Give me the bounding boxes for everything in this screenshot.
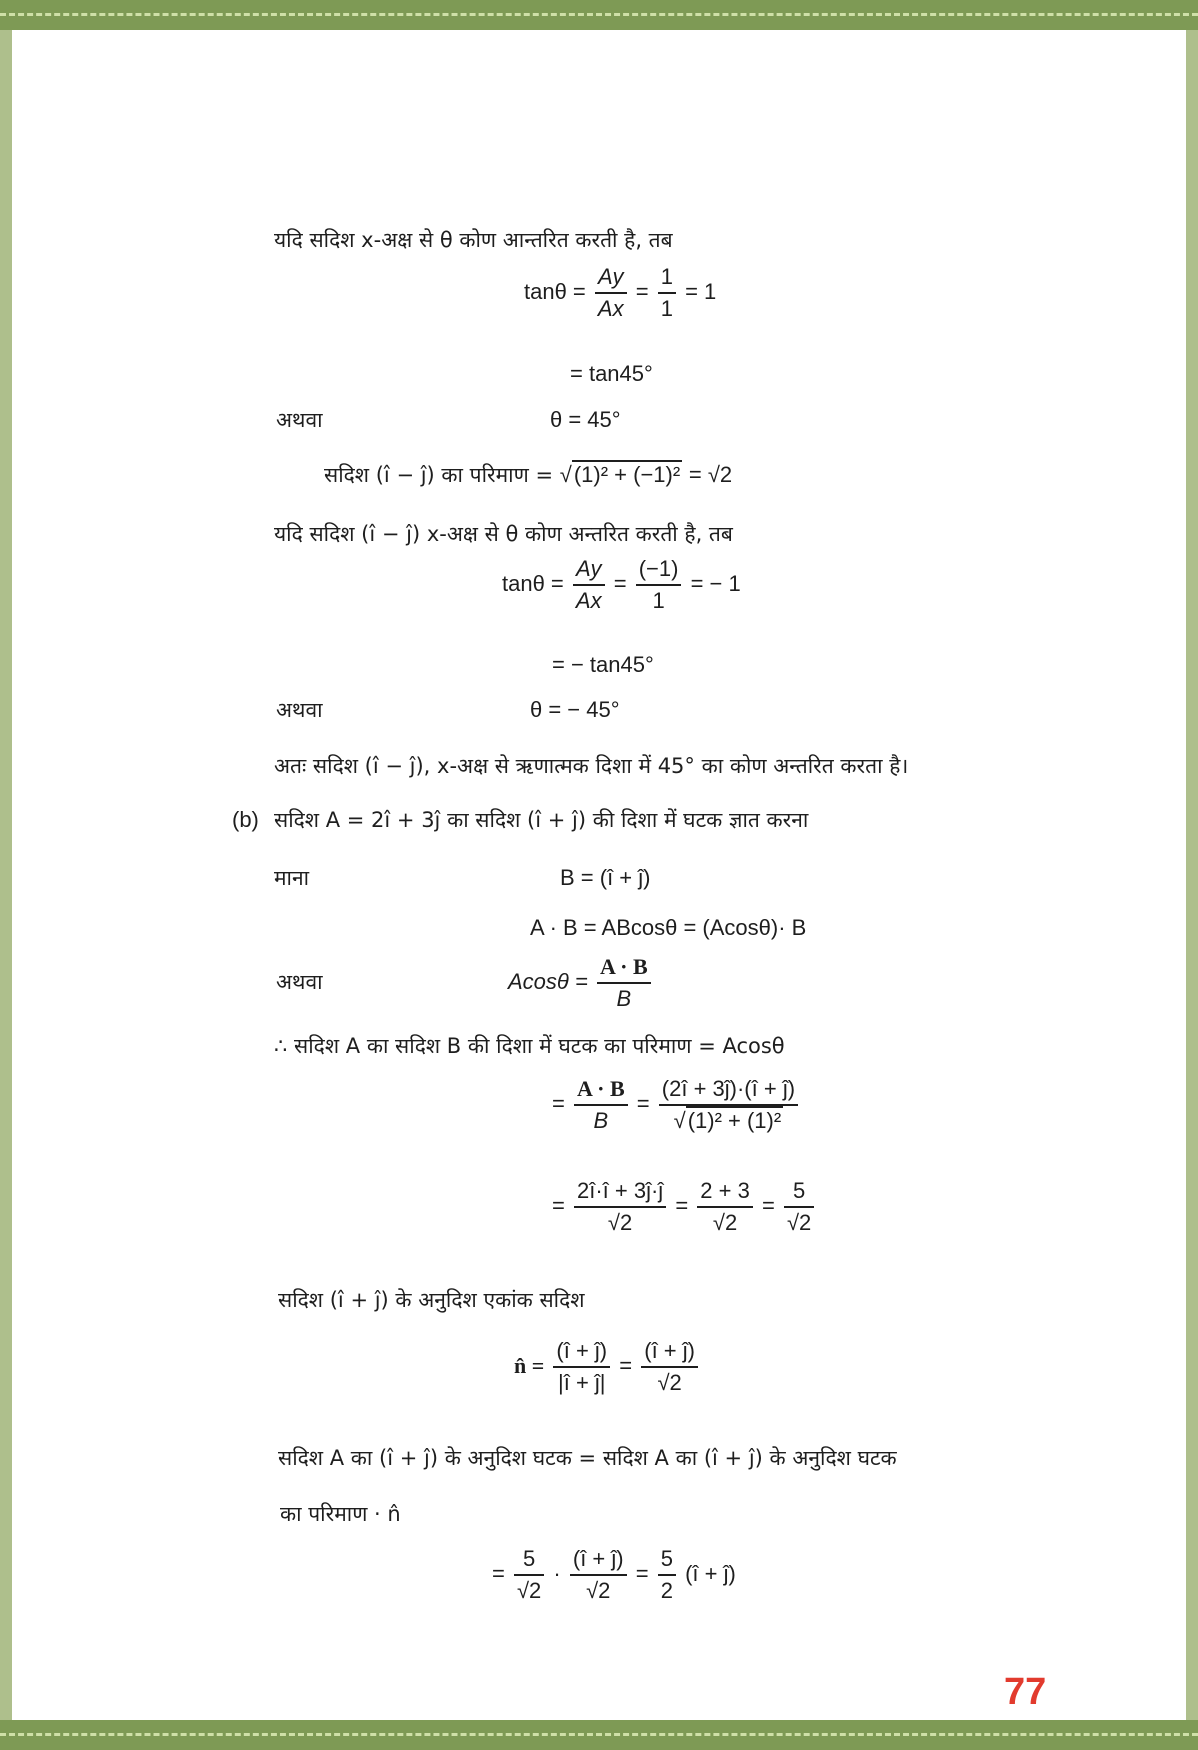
equation-component-1 xyxy=(552,1074,801,1136)
eq12-den1: |î + ĵ| xyxy=(558,1370,606,1395)
eq13-dot: · xyxy=(553,1560,561,1586)
eq1-frac-b xyxy=(658,262,676,324)
eq4-num1: Ay xyxy=(576,556,602,581)
equation-b-def: B = (î + ĵ) xyxy=(560,865,651,890)
eq11-num2: 2 + 3 xyxy=(697,1176,753,1208)
eq13-eq2: = xyxy=(635,1560,649,1586)
page-number: 77 xyxy=(1004,1671,1047,1713)
mana-label: माना xyxy=(274,866,310,890)
eq4-den2: 1 xyxy=(652,588,665,613)
eq13-frac-b xyxy=(570,1544,627,1606)
eq1-eq: = xyxy=(635,278,649,304)
eq13-den2: √2 xyxy=(586,1578,611,1603)
equation-tan45: = tan45° xyxy=(570,361,653,386)
right-border xyxy=(1186,30,1198,1720)
eq10-den1: B xyxy=(593,1108,609,1133)
eq11-den3: √2 xyxy=(786,1210,812,1235)
eq11-num1: 2î·î + 3ĵ·ĵ xyxy=(574,1176,666,1208)
eq10-eq2: = xyxy=(636,1090,650,1116)
eq12-lhs: n̂ = xyxy=(514,1352,545,1378)
eq10-frac-b: $\frac{(2î + 3ĵ)\cdot(î + ĵ)}{\text{√(1)² + (1)²}}$ xyxy=(659,1074,798,1136)
eq4-eq: = xyxy=(613,570,627,596)
magnitude-pre: सदिश (î − ĵ) का परिमाण = xyxy=(324,463,554,487)
eq11-den1: √2 xyxy=(607,1210,633,1235)
eq10-den2: (1)² + (1)² xyxy=(687,1108,782,1133)
eq1-den2: 1 xyxy=(660,296,673,321)
bottom-border-dash xyxy=(0,1733,1198,1736)
eq1-num2: 1 xyxy=(658,262,676,294)
eq4-den1: Ax xyxy=(575,588,602,613)
athva-1: अथवा xyxy=(276,408,323,432)
text-line-6: सदिश (î + ĵ) के अनुदिश एकांक सदिश xyxy=(278,1288,585,1312)
eq13-num3: 5 xyxy=(658,1544,676,1576)
eq12-frac-a xyxy=(553,1336,610,1398)
eq13-frac-a xyxy=(514,1544,544,1606)
magnitude-line: सदिश (î − ĵ) का परिमाण = √(1)² + (−1)² = √2 xyxy=(324,462,733,487)
eq9-num: A · B xyxy=(599,954,648,979)
eq1-lhs: tanθ = xyxy=(524,278,586,304)
eq9-lhs: Acosθ = xyxy=(508,968,588,994)
eq4-frac-a xyxy=(573,554,605,616)
eq13-eq: = xyxy=(492,1560,505,1586)
eq1-rhs: = 1 xyxy=(685,278,717,304)
equation-tan-2 xyxy=(502,554,741,616)
eq12-eq: = xyxy=(619,1352,633,1378)
eq13-den1: √2 xyxy=(516,1578,542,1603)
eq13-tail: (î + ĵ) xyxy=(685,1560,736,1586)
eq12-num1: (î + ĵ) xyxy=(553,1336,610,1368)
eq11-frac-a xyxy=(574,1176,666,1238)
text-line-5: ∴ सदिश A का सदिश B की दिशा में घटक का परिमाण = Acosθ xyxy=(274,1034,785,1058)
eq11-frac-b xyxy=(697,1176,753,1238)
magnitude-post: = √2 xyxy=(688,462,733,487)
eq4-frac-b xyxy=(636,554,682,616)
text-line-1: यदि सदिश x-अक्ष से θ कोण आन्तरित करती है, तब xyxy=(274,228,673,252)
equation-neg-tan45: = − tan45° xyxy=(552,652,654,677)
eq9-frac xyxy=(597,952,651,1014)
eq13-num1: 5 xyxy=(514,1544,544,1576)
top-border-dash xyxy=(0,13,1198,16)
equation-component-2 xyxy=(552,1176,817,1238)
page xyxy=(12,30,1186,1720)
eq10-num1: A · B xyxy=(576,1076,625,1101)
eq11-eq: = xyxy=(552,1192,565,1218)
equation-tan-1 xyxy=(524,262,716,324)
eq12-frac-b xyxy=(641,1336,698,1398)
left-border xyxy=(0,30,12,1720)
eq13-frac-c xyxy=(658,1544,676,1606)
magnitude-sqrt: (1)² + (−1)² xyxy=(573,462,681,487)
eq10-eq: = xyxy=(552,1090,565,1116)
text-line-7: सदिश A का (î + ĵ) के अनुदिश घटक = सदिश A का (î + ĵ) के अनुदिश घटक xyxy=(278,1446,897,1470)
equation-unit-vector xyxy=(514,1336,701,1398)
bottom-border xyxy=(0,1720,1198,1750)
eq11-eq3: = xyxy=(761,1192,775,1218)
equation-theta-neg45: θ = − 45° xyxy=(530,697,620,722)
eq13-num2: (î + ĵ) xyxy=(570,1544,627,1576)
text-line-4: अतः सदिश (î − ĵ), x-अक्ष से ऋणात्मक दिशा में 45° का कोण अन्तरित करता है। xyxy=(274,754,909,778)
eq1-frac-a xyxy=(595,262,627,324)
eq12-den2: √2 xyxy=(657,1370,682,1395)
text-line-3: यदि सदिश (î − ĵ) x-अक्ष से θ कोण अन्तरित करती है, तब xyxy=(274,522,733,546)
eq1-num1: Ay xyxy=(598,264,624,289)
part-b-label: (b) xyxy=(232,807,259,832)
eq4-num2: (−1) xyxy=(636,554,682,586)
eq1-den1: Ax xyxy=(597,296,624,321)
eq13-den3: 2 xyxy=(660,1578,673,1603)
eq11-frac-c xyxy=(784,1176,814,1238)
athva-3: अथवा xyxy=(276,970,323,994)
eq4-rhs: = − 1 xyxy=(690,570,741,596)
eq10-frac-a xyxy=(574,1074,628,1136)
eq10-num2: (2î + 3ĵ)·(î + ĵ) xyxy=(659,1074,798,1106)
text-line-8: का परिमाण · n̂ xyxy=(280,1502,401,1526)
eq11-num3: 5 xyxy=(784,1176,814,1208)
eq11-eq2: = xyxy=(675,1192,689,1218)
top-border xyxy=(0,0,1198,30)
athva-2: अथवा xyxy=(276,698,323,722)
equation-acos xyxy=(508,952,654,1014)
equation-final xyxy=(492,1544,736,1606)
eq9-den: B xyxy=(616,986,632,1011)
eq12-num2: (î + ĵ) xyxy=(641,1336,698,1368)
part-b-text: सदिश A = 2î + 3ĵ का सदिश (î + ĵ) की दिशा में घटक ज्ञात करना xyxy=(274,808,809,832)
eq4-lhs: tanθ = xyxy=(502,570,564,596)
equation-theta-45: θ = 45° xyxy=(550,407,621,432)
equation-dot-product: A · B = ABcosθ = (Acosθ)· B xyxy=(530,915,807,940)
eq11-den2: √2 xyxy=(712,1210,738,1235)
